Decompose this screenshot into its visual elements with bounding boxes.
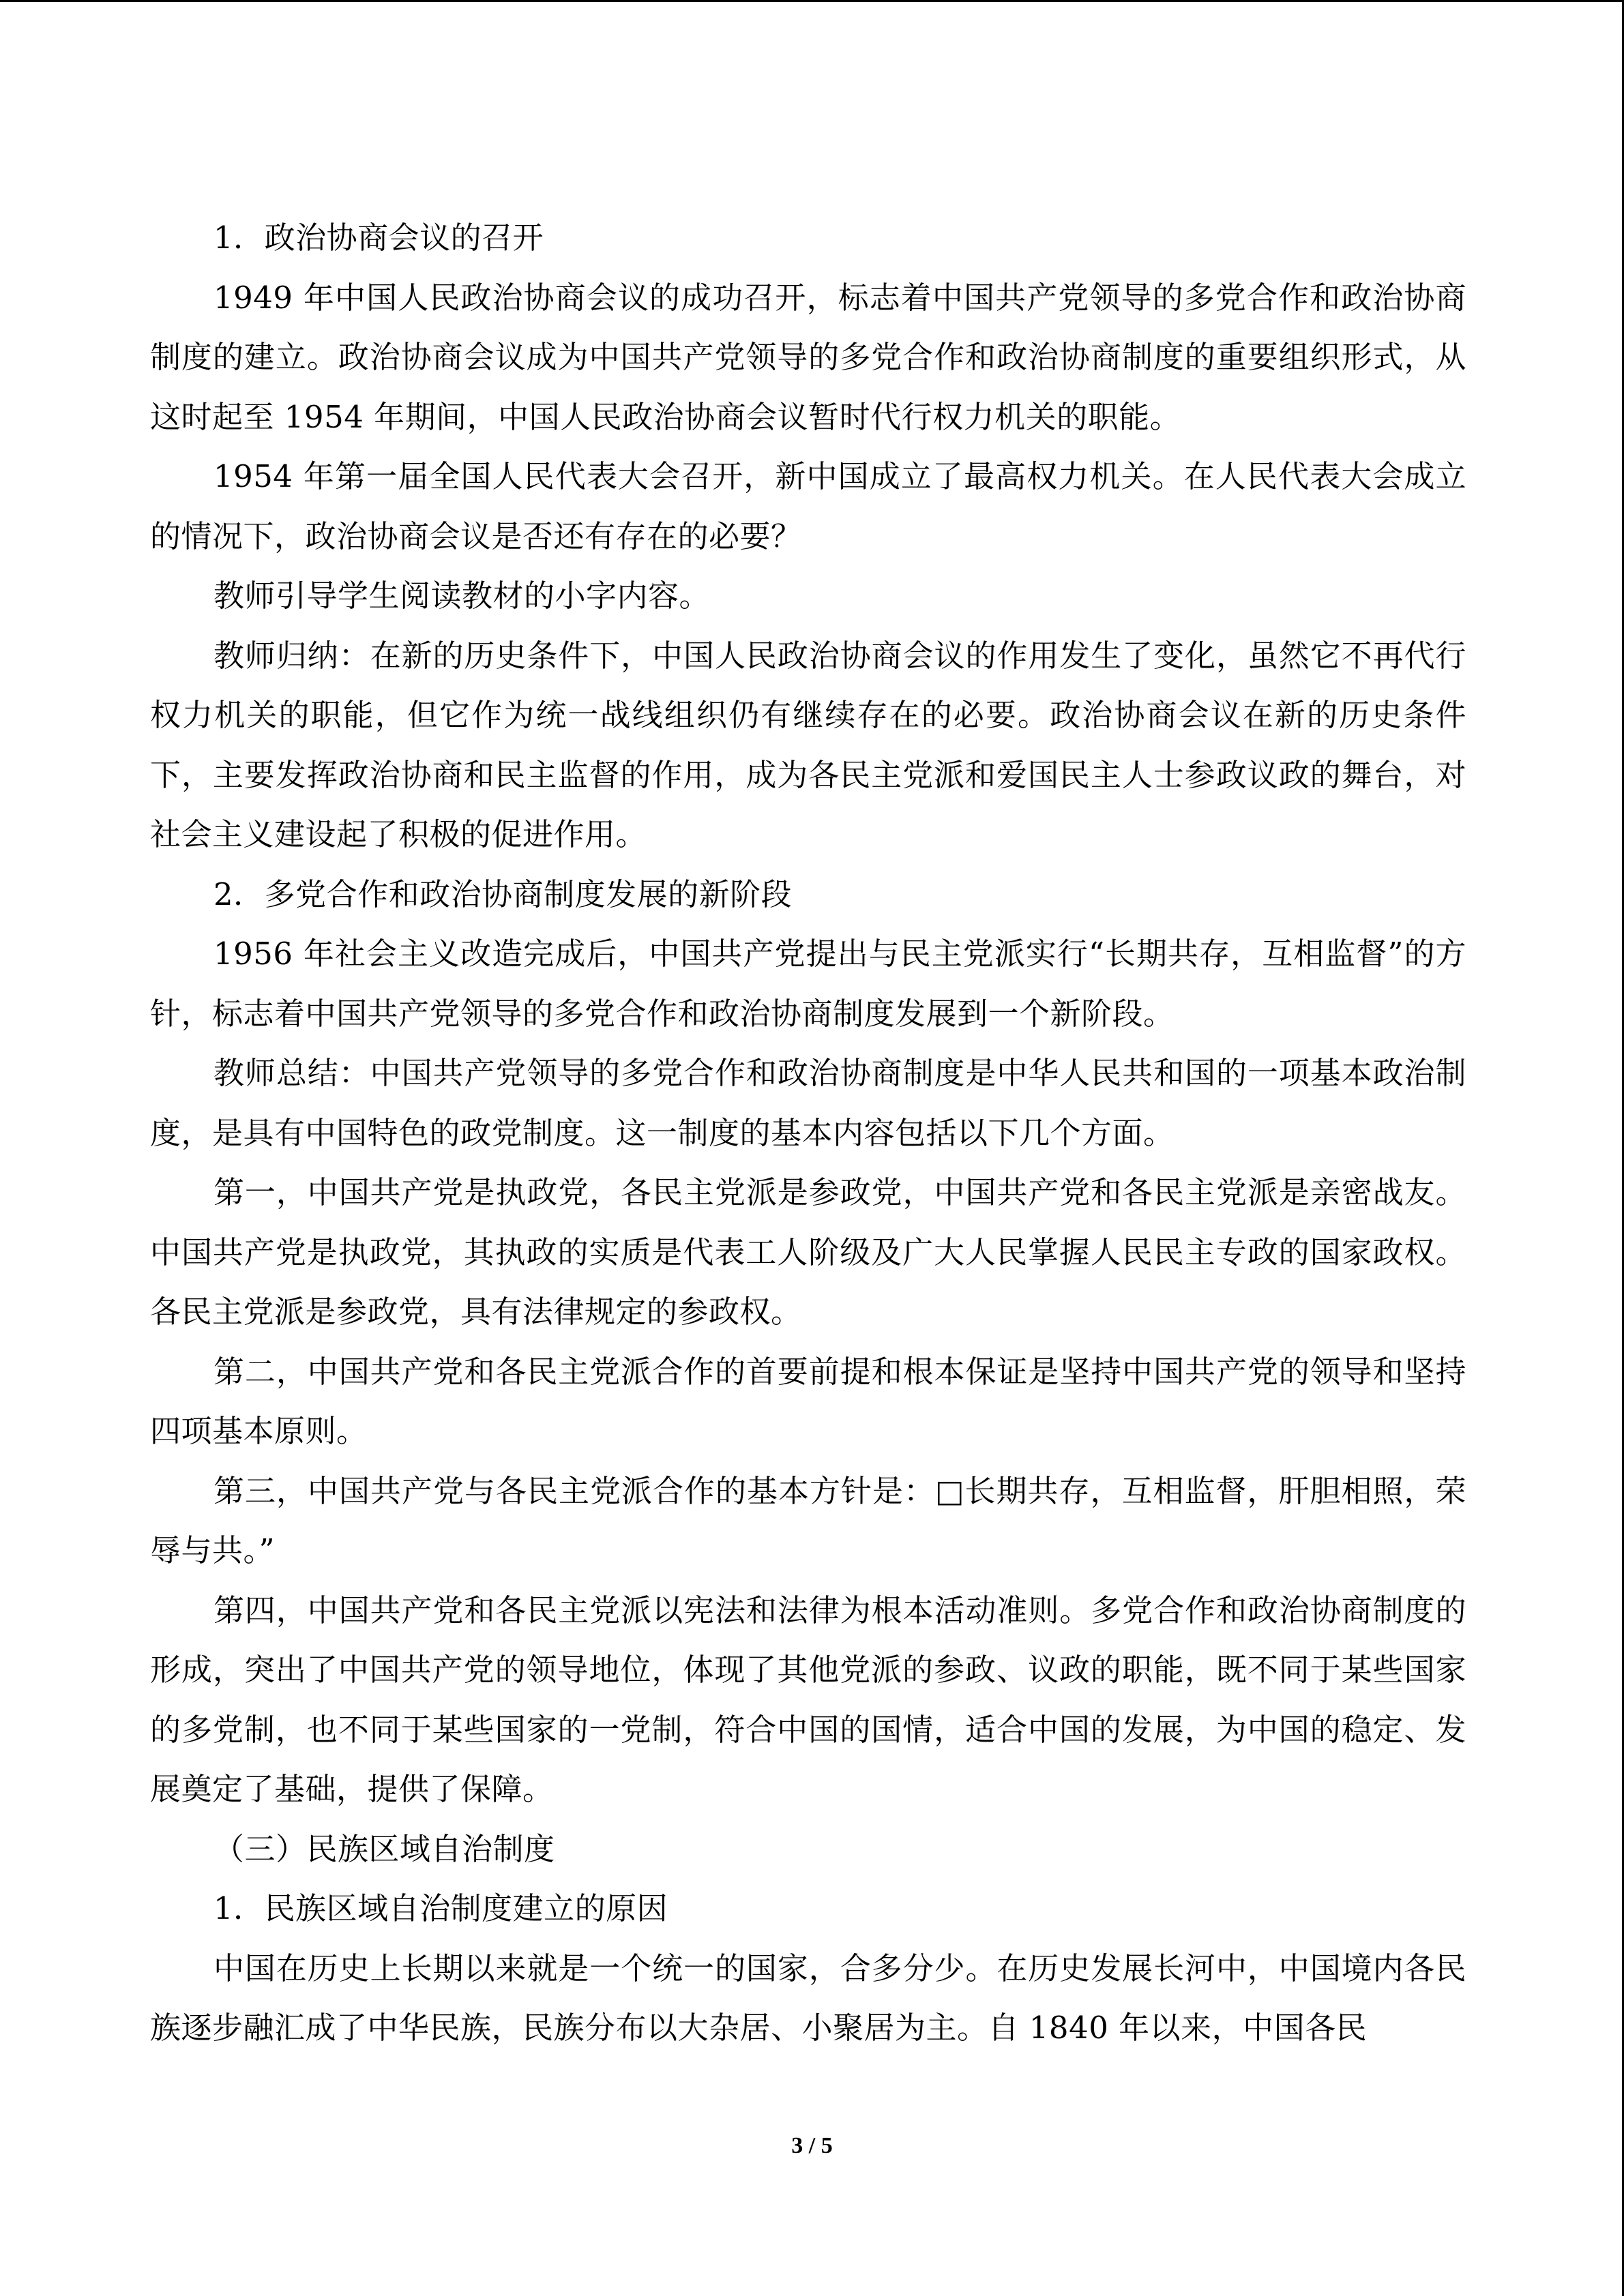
page-number: 3 / 5 bbox=[791, 2133, 833, 2158]
body-paragraph: 教师总结：中国共产党领导的多党合作和政治协商制度是中华人民共和国的一项基本政治制度，是具有中国特色的政党制度。这一制度的基本内容包括以下几个方面。 bbox=[150, 1055, 1466, 1151]
document-body bbox=[150, 208, 1466, 2058]
body-paragraph: 第二，中国共产党和各民主党派合作的首要前提和根本保证是坚持中国共产党的领导和坚持四项基本原则。 bbox=[150, 1353, 1466, 1449]
body-paragraph: 第三，中国共产党与各民主党派合作的基本方针是：□长期共存，互相监督，肝胆相照，荣辱与共。” bbox=[150, 1472, 1466, 1568]
body-paragraph: 中国在历史上长期以来就是一个统一的国家，合多分少。在历史发展长河中，中国境内各民族逐步融汇成了中华民族，民族分布以大杂居、小聚居为主。自 1840 年以来，中国各民 bbox=[150, 1950, 1466, 2046]
body-paragraph: 1954 年第一届全国人民代表大会召开，新中国成立了最高权力机关。在人民代表大会成立的情况下，政治协商会议是否还有存在的必要？ bbox=[150, 458, 1466, 554]
body-paragraph: 教师引导学生阅读教材的小字内容。 bbox=[213, 578, 711, 614]
body-paragraph: 1956 年社会主义改造完成后，中国共产党提出与民主党派实行“长期共存，互相监督”的方针，标志着中国共产党领导的多党合作和政治协商制度发展到一个新阶段。 bbox=[150, 936, 1466, 1032]
body-paragraph: 1949 年中国人民政治协商会议的成功召开，标志着中国共产党领导的多党合作和政治协商制度的建立。政治协商会议成为中国共产党领导的多党合作和政治协商制度的重要组织形式，从这时起至 1954 年期间，中国人民政治协商会议暂时代行权力机关的职能。 bbox=[150, 279, 1466, 435]
body-paragraph: 第四，中国共产党和各民主党派以宪法和法律为根本活动准则。多党合作和政治协商制度的形成，突出了中国共产党的领导地位，体现了其他党派的参政、议政的职能，既不同于某些国家的多党制，也不同于某些国家的一党制，符合中国的国情，适合中国的发展，为中国的稳定、发展奠定了基础，提供了保障。 bbox=[150, 1592, 1466, 1807]
subheading-paragraph: 1．政治协商会议的召开 bbox=[213, 220, 544, 256]
body-paragraph: 第一，中国共产党是执政党，各民主党派是参政党，中国共产党和各民主党派是亲密战友。中国共产党是执政党，其执政的实质是代表工人阶级及广大人民掌握人民民主专政的国家政权。各民主党派是参政党，具有法律规定的参政权。 bbox=[150, 1174, 1466, 1330]
body-paragraph: 教师归纳：在新的历史条件下，中国人民政治协商会议的作用发生了变化，虽然它不再代行权力机关的职能，但它作为统一战线组织仍有继续存在的必要。政治协商会议在新的历史条件下，主要发挥政治协商和民主监督的作用，成为各民主党派和爱国民主人士参政议政的舞台，对社会主义建设起了积极的促进作用。 bbox=[150, 637, 1466, 852]
section-heading: （三）民族区域自治制度 bbox=[213, 1830, 555, 1867]
subheading-paragraph: 2．多党合作和政治协商制度发展的新阶段 bbox=[213, 876, 793, 912]
subheading-paragraph: 1．民族区域自治制度建立的原因 bbox=[213, 1890, 668, 1926]
